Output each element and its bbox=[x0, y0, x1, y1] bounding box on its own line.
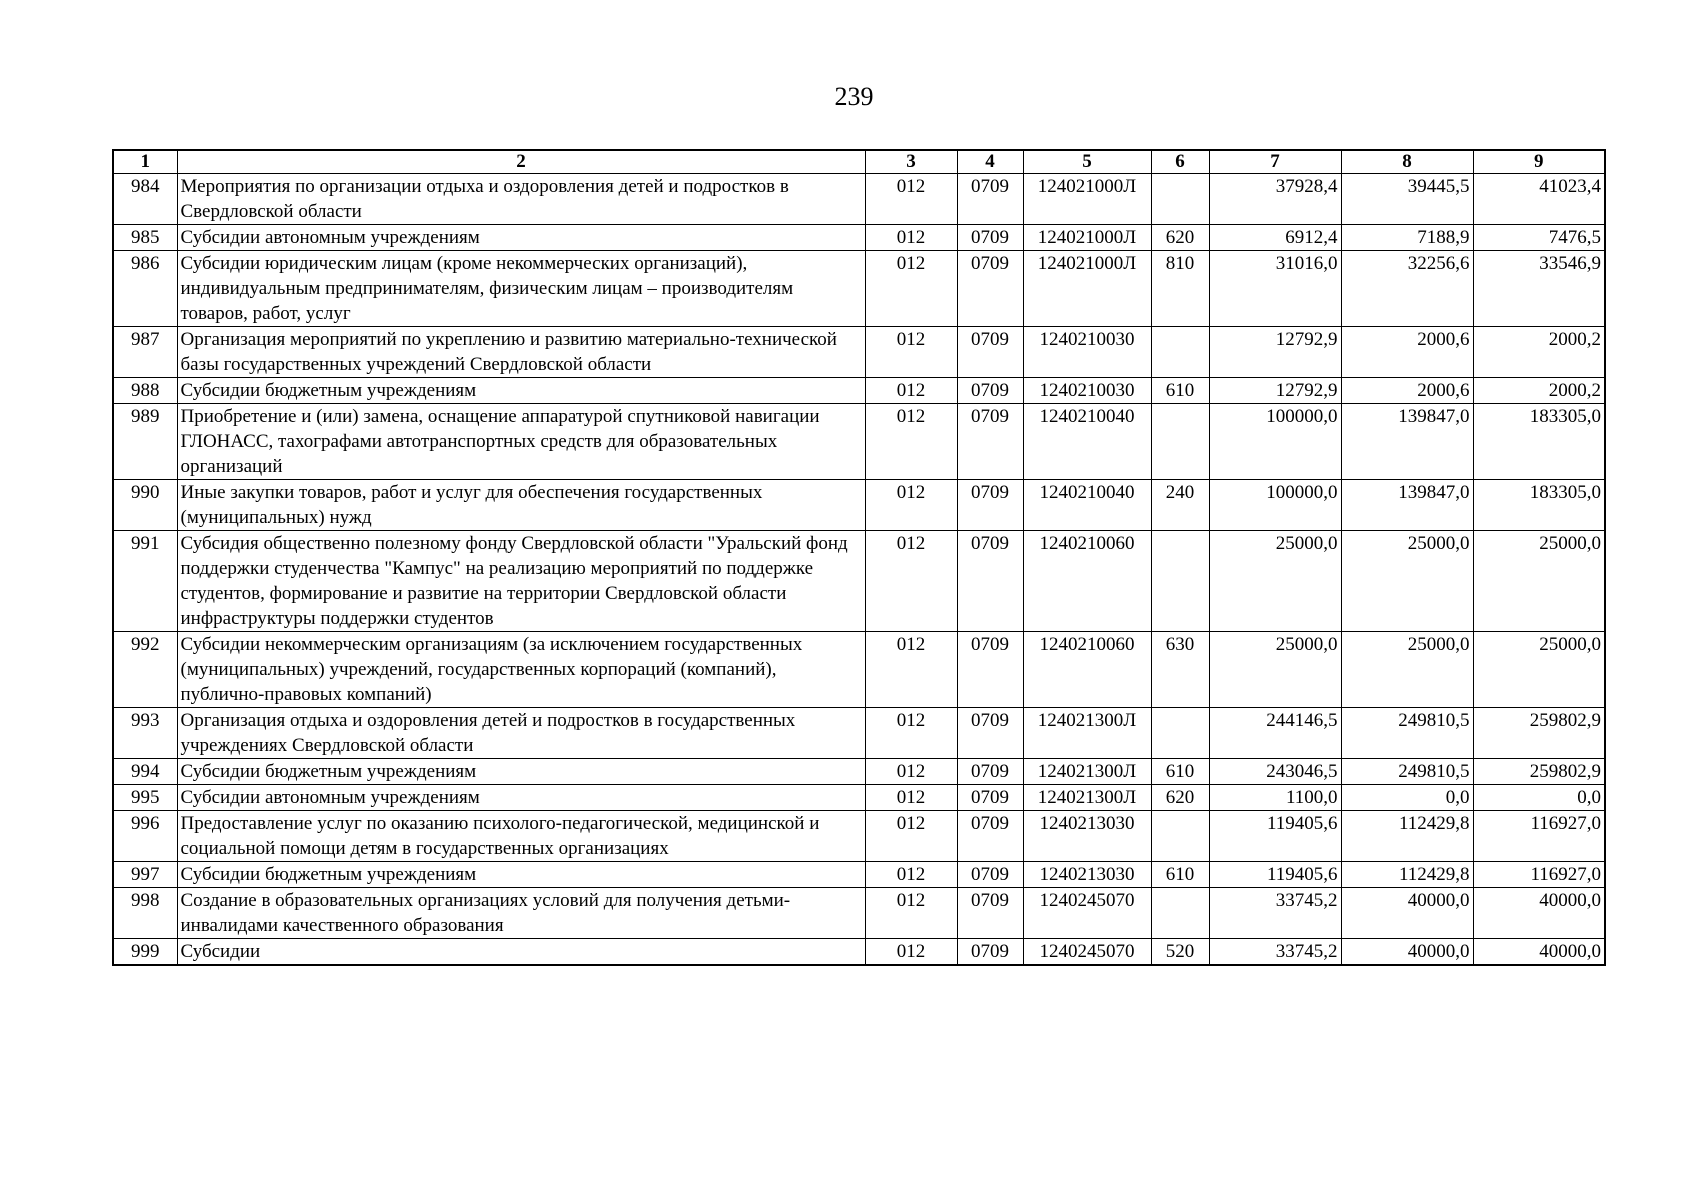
row-code-4: 0709 bbox=[957, 708, 1023, 759]
table-row bbox=[113, 888, 1605, 939]
row-value-7: 119405,6 bbox=[1209, 862, 1341, 888]
page-number: 239 bbox=[834, 82, 874, 111]
row-value-8: 39445,5 bbox=[1341, 174, 1473, 225]
row-code-5: 124021000Л bbox=[1023, 251, 1151, 327]
row-code-3: 012 bbox=[865, 174, 957, 225]
row-value-9: 116927,0 bbox=[1473, 811, 1605, 862]
row-code-6: 610 bbox=[1151, 759, 1209, 785]
row-code-3: 012 bbox=[865, 531, 957, 632]
row-value-7: 243046,5 bbox=[1209, 759, 1341, 785]
row-code-5: 1240213030 bbox=[1023, 862, 1151, 888]
row-code-5: 1240213030 bbox=[1023, 811, 1151, 862]
row-code-6 bbox=[1151, 404, 1209, 480]
row-code-6 bbox=[1151, 174, 1209, 225]
row-number: 992 bbox=[113, 632, 177, 708]
row-number: 999 bbox=[113, 939, 177, 966]
row-number: 996 bbox=[113, 811, 177, 862]
row-value-9: 2000,2 bbox=[1473, 327, 1605, 378]
row-code-6 bbox=[1151, 888, 1209, 939]
row-value-7: 12792,9 bbox=[1209, 327, 1341, 378]
row-code-6 bbox=[1151, 327, 1209, 378]
row-code-3: 012 bbox=[865, 404, 957, 480]
row-value-7: 33745,2 bbox=[1209, 939, 1341, 966]
row-code-5: 124021300Л bbox=[1023, 785, 1151, 811]
row-name: Субсидии бюджетным учреждениям bbox=[177, 862, 865, 888]
row-name: Организация отдыха и оздоровления детей и подростков в государственных учреждениях Свердловской области bbox=[177, 708, 865, 759]
row-value-7: 25000,0 bbox=[1209, 531, 1341, 632]
row-number: 989 bbox=[113, 404, 177, 480]
row-code-5: 1240210030 bbox=[1023, 378, 1151, 404]
row-code-5: 1240210040 bbox=[1023, 480, 1151, 531]
row-value-9: 0,0 bbox=[1473, 785, 1605, 811]
row-number: 984 bbox=[113, 174, 177, 225]
budget-table bbox=[112, 149, 1606, 966]
row-code-3: 012 bbox=[865, 811, 957, 862]
row-number: 987 bbox=[113, 327, 177, 378]
row-value-7: 33745,2 bbox=[1209, 888, 1341, 939]
row-code-5: 124021000Л bbox=[1023, 225, 1151, 251]
table-row bbox=[113, 251, 1605, 327]
row-code-6: 620 bbox=[1151, 225, 1209, 251]
row-value-9: 41023,4 bbox=[1473, 174, 1605, 225]
row-code-6 bbox=[1151, 811, 1209, 862]
row-value-8: 112429,8 bbox=[1341, 811, 1473, 862]
column-header: 9 bbox=[1473, 150, 1605, 174]
row-value-8: 25000,0 bbox=[1341, 531, 1473, 632]
row-code-3: 012 bbox=[865, 888, 957, 939]
row-name: Мероприятия по организации отдыха и оздоровления детей и подростков в Свердловской области bbox=[177, 174, 865, 225]
table-row bbox=[113, 225, 1605, 251]
column-header: 8 bbox=[1341, 150, 1473, 174]
table-row bbox=[113, 785, 1605, 811]
row-code-3: 012 bbox=[865, 225, 957, 251]
row-code-4: 0709 bbox=[957, 939, 1023, 966]
row-code-4: 0709 bbox=[957, 251, 1023, 327]
table-row bbox=[113, 327, 1605, 378]
row-number: 993 bbox=[113, 708, 177, 759]
row-code-4: 0709 bbox=[957, 888, 1023, 939]
row-value-9: 116927,0 bbox=[1473, 862, 1605, 888]
row-code-6 bbox=[1151, 531, 1209, 632]
row-value-8: 25000,0 bbox=[1341, 632, 1473, 708]
row-code-5: 124021300Л bbox=[1023, 759, 1151, 785]
column-header: 5 bbox=[1023, 150, 1151, 174]
row-code-6: 630 bbox=[1151, 632, 1209, 708]
row-code-3: 012 bbox=[865, 378, 957, 404]
row-code-3: 012 bbox=[865, 862, 957, 888]
row-name: Субсидии бюджетным учреждениям bbox=[177, 759, 865, 785]
row-code-4: 0709 bbox=[957, 174, 1023, 225]
table-row bbox=[113, 862, 1605, 888]
row-name: Субсидии bbox=[177, 939, 865, 966]
row-number: 985 bbox=[113, 225, 177, 251]
row-code-4: 0709 bbox=[957, 759, 1023, 785]
row-value-8: 112429,8 bbox=[1341, 862, 1473, 888]
row-value-8: 0,0 bbox=[1341, 785, 1473, 811]
row-number: 991 bbox=[113, 531, 177, 632]
column-header: 4 bbox=[957, 150, 1023, 174]
table-row bbox=[113, 174, 1605, 225]
table-row bbox=[113, 759, 1605, 785]
row-code-3: 012 bbox=[865, 785, 957, 811]
column-header: 6 bbox=[1151, 150, 1209, 174]
row-value-8: 40000,0 bbox=[1341, 939, 1473, 966]
table-row bbox=[113, 404, 1605, 480]
column-header: 1 bbox=[113, 150, 177, 174]
column-header: 2 bbox=[177, 150, 865, 174]
row-number: 998 bbox=[113, 888, 177, 939]
row-value-9: 2000,2 bbox=[1473, 378, 1605, 404]
row-number: 988 bbox=[113, 378, 177, 404]
row-code-4: 0709 bbox=[957, 378, 1023, 404]
row-value-9: 183305,0 bbox=[1473, 480, 1605, 531]
row-value-7: 244146,5 bbox=[1209, 708, 1341, 759]
row-code-3: 012 bbox=[865, 708, 957, 759]
row-value-8: 249810,5 bbox=[1341, 759, 1473, 785]
row-code-5: 124021000Л bbox=[1023, 174, 1151, 225]
row-value-8: 249810,5 bbox=[1341, 708, 1473, 759]
row-code-3: 012 bbox=[865, 480, 957, 531]
row-code-3: 012 bbox=[865, 759, 957, 785]
row-code-4: 0709 bbox=[957, 811, 1023, 862]
row-name: Субсидии бюджетным учреждениям bbox=[177, 378, 865, 404]
row-code-4: 0709 bbox=[957, 531, 1023, 632]
row-code-3: 012 bbox=[865, 939, 957, 966]
row-value-7: 37928,4 bbox=[1209, 174, 1341, 225]
row-value-7: 119405,6 bbox=[1209, 811, 1341, 862]
row-number: 986 bbox=[113, 251, 177, 327]
row-code-6: 620 bbox=[1151, 785, 1209, 811]
row-value-9: 25000,0 bbox=[1473, 531, 1605, 632]
row-code-4: 0709 bbox=[957, 785, 1023, 811]
row-code-5: 124021300Л bbox=[1023, 708, 1151, 759]
row-value-9: 7476,5 bbox=[1473, 225, 1605, 251]
row-code-4: 0709 bbox=[957, 480, 1023, 531]
row-value-7: 100000,0 bbox=[1209, 480, 1341, 531]
row-value-9: 40000,0 bbox=[1473, 939, 1605, 966]
row-code-3: 012 bbox=[865, 251, 957, 327]
row-value-7: 25000,0 bbox=[1209, 632, 1341, 708]
row-value-7: 12792,9 bbox=[1209, 378, 1341, 404]
header-row bbox=[113, 150, 1605, 174]
row-value-8: 32256,6 bbox=[1341, 251, 1473, 327]
row-code-6: 810 bbox=[1151, 251, 1209, 327]
row-name: Создание в образовательных организациях условий для получения детьми-инвалидами качественного образования bbox=[177, 888, 865, 939]
row-code-5: 1240210030 bbox=[1023, 327, 1151, 378]
column-header: 7 bbox=[1209, 150, 1341, 174]
row-value-9: 25000,0 bbox=[1473, 632, 1605, 708]
column-header: 3 bbox=[865, 150, 957, 174]
row-code-4: 0709 bbox=[957, 225, 1023, 251]
row-code-5: 1240245070 bbox=[1023, 939, 1151, 966]
row-code-6: 610 bbox=[1151, 378, 1209, 404]
row-value-7: 100000,0 bbox=[1209, 404, 1341, 480]
row-value-8: 2000,6 bbox=[1341, 327, 1473, 378]
row-value-9: 40000,0 bbox=[1473, 888, 1605, 939]
row-value-8: 40000,0 bbox=[1341, 888, 1473, 939]
row-value-7: 31016,0 bbox=[1209, 251, 1341, 327]
row-code-6: 520 bbox=[1151, 939, 1209, 966]
row-name: Субсидия общественно полезному фонду Свердловской области "Уральский фонд поддержки студенчества "Кампус" на реализацию мероприятий по поддержке студентов, формирование и развитие на территории Свердловской области инфраструктуры поддержки студентов bbox=[177, 531, 865, 632]
row-code-5: 1240210060 bbox=[1023, 632, 1151, 708]
row-name: Субсидии некоммерческим организациям (за исключением государственных (муниципальных) учреждений, государственных корпораций (компаний), публично-правовых компаний) bbox=[177, 632, 865, 708]
row-code-5: 1240210060 bbox=[1023, 531, 1151, 632]
row-value-7: 1100,0 bbox=[1209, 785, 1341, 811]
row-code-4: 0709 bbox=[957, 404, 1023, 480]
row-code-3: 012 bbox=[865, 327, 957, 378]
table-row bbox=[113, 378, 1605, 404]
table-row bbox=[113, 632, 1605, 708]
row-value-7: 6912,4 bbox=[1209, 225, 1341, 251]
row-code-5: 1240210040 bbox=[1023, 404, 1151, 480]
row-value-9: 183305,0 bbox=[1473, 404, 1605, 480]
row-code-5: 1240245070 bbox=[1023, 888, 1151, 939]
table-row bbox=[113, 531, 1605, 632]
row-code-3: 012 bbox=[865, 632, 957, 708]
table-row bbox=[113, 708, 1605, 759]
table-row bbox=[113, 939, 1605, 966]
row-number: 995 bbox=[113, 785, 177, 811]
row-name: Приобретение и (или) замена, оснащение аппаратурой спутниковой навигации ГЛОНАСС, тахографами автотранспортных средств для образовательных организаций bbox=[177, 404, 865, 480]
row-number: 997 bbox=[113, 862, 177, 888]
row-value-8: 2000,6 bbox=[1341, 378, 1473, 404]
table-row bbox=[113, 811, 1605, 862]
row-value-9: 33546,9 bbox=[1473, 251, 1605, 327]
row-name: Предоставление услуг по оказанию психолого-педагогической, медицинской и социальной помощи детям в государственных организациях bbox=[177, 811, 865, 862]
row-value-8: 139847,0 bbox=[1341, 404, 1473, 480]
table-row bbox=[113, 480, 1605, 531]
row-name: Субсидии автономным учреждениям bbox=[177, 225, 865, 251]
row-code-6: 240 bbox=[1151, 480, 1209, 531]
row-code-4: 0709 bbox=[957, 862, 1023, 888]
row-name: Субсидии автономным учреждениям bbox=[177, 785, 865, 811]
row-value-9: 259802,9 bbox=[1473, 708, 1605, 759]
row-code-6 bbox=[1151, 708, 1209, 759]
row-value-8: 7188,9 bbox=[1341, 225, 1473, 251]
row-code-4: 0709 bbox=[957, 632, 1023, 708]
row-name: Организация мероприятий по укреплению и развитию материально-технической базы государственных учреждений Свердловской области bbox=[177, 327, 865, 378]
row-code-4: 0709 bbox=[957, 327, 1023, 378]
row-value-8: 139847,0 bbox=[1341, 480, 1473, 531]
row-value-9: 259802,9 bbox=[1473, 759, 1605, 785]
row-name: Иные закупки товаров, работ и услуг для обеспечения государственных (муниципальных) нужд bbox=[177, 480, 865, 531]
row-name: Субсидии юридическим лицам (кроме некоммерческих организаций), индивидуальным предпринимателям, физическим лицам – производителям товаров, работ, услуг bbox=[177, 251, 865, 327]
row-code-6: 610 bbox=[1151, 862, 1209, 888]
row-number: 990 bbox=[113, 480, 177, 531]
row-number: 994 bbox=[113, 759, 177, 785]
